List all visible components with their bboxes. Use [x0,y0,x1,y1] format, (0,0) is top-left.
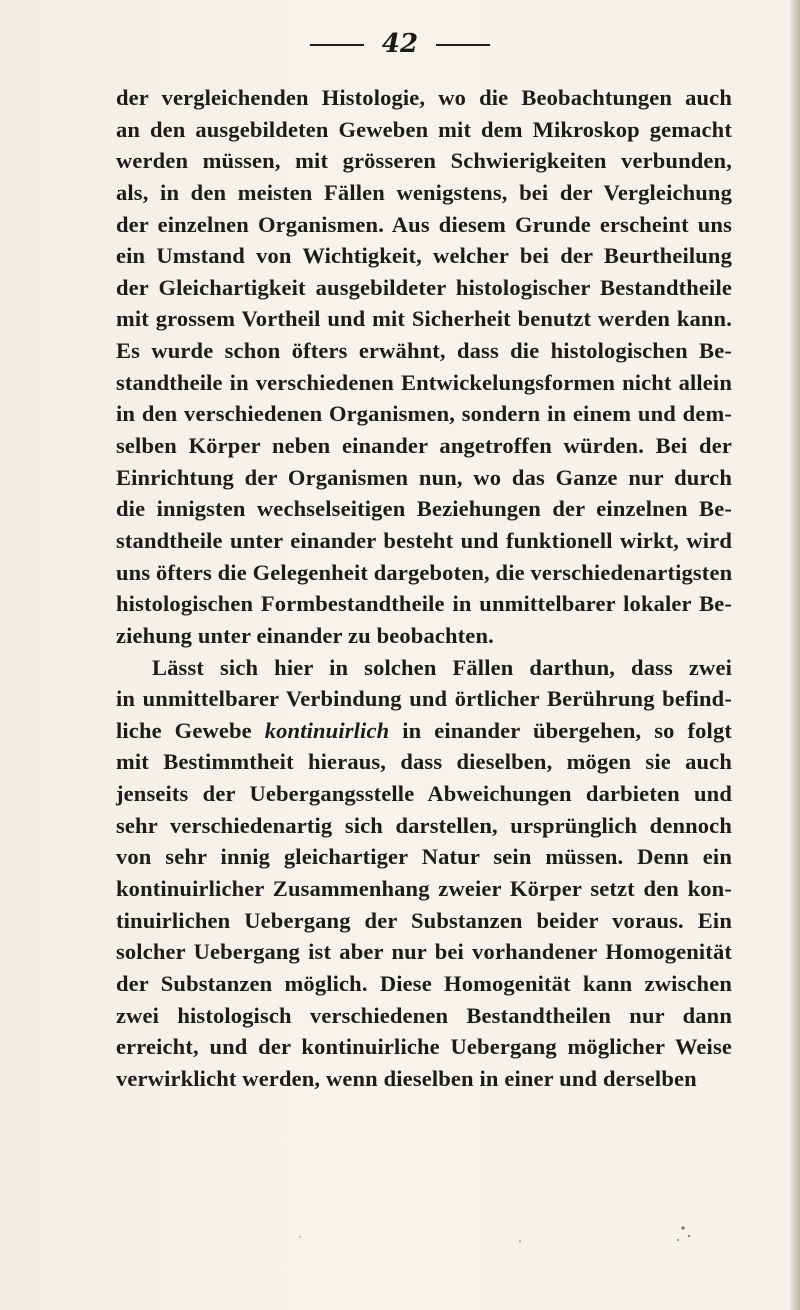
paragraph-1 [116,82,732,652]
text-line: Es wurde schon öfters erwähnt, dass die histologischen Be- [116,338,732,364]
text-line: Lässt sich hier in solchen Fällen darthun, dass zwei [152,654,732,680]
text-line: erreicht, und der kontinuirliche Uebergang möglicher Weise [116,1034,732,1060]
text-line: der Substanzen möglich. Diese Homogenität kann zwischen [116,970,732,996]
paper-speck [519,1240,521,1242]
paper-speck [681,1226,684,1229]
paper-speck [677,1239,679,1241]
text-line: die innigsten wechselseitigen Beziehungen der einzelnen Be- [116,496,732,522]
text-line: von sehr innig gleichartiger Natur sein müssen. Denn ein [116,844,732,870]
text-line: zwei histologisch verschiedenen Bestandtheilen nur dann [116,1002,732,1028]
text-line: jenseits der Uebergangsstelle Abweichungen darbieten und [116,781,732,807]
text-line: Einrichtung der Organismen nun, wo das Ganze nur durch [116,464,732,490]
paragraph-2 [116,652,732,1095]
text-line: standtheile unter einander besteht und funktionell wirkt, wird [116,527,732,553]
header-rule-left [310,44,364,46]
text-line: der einzelnen Organismen. Aus diesem Grunde erscheint uns [116,211,732,237]
body-text [116,82,732,1095]
text-line: in unmittelbarer Verbindung und örtlicher Berührung befind- [116,686,732,712]
text-line: mit Bestimmtheit hieraus, dass dieselben, mögen sie auch [116,749,732,775]
text-line: der Gleichartigkeit ausgebildeter histologischer Bestandtheile [116,274,732,300]
text-line: verwirklicht werden, wenn dieselben in einer und derselben [116,1065,697,1091]
text-line: werden müssen, mit grösseren Schwierigkeiten verbunden, [116,148,732,174]
text-line: als, in den meisten Fällen wenigstens, bei der Vergleichung [116,179,732,205]
emphasized-word: kontinuirlich [264,717,390,743]
text-line: histologischen Formbestandtheile in unmittelbarer lokaler Be- [116,591,732,617]
text-line: solcher Uebergang ist aber nur bei vorhandener Homogenität [116,939,732,965]
text-line: ziehung unter einander zu beobachten. [116,622,494,648]
page-number: 42 [381,29,419,59]
text-line: standtheile in verschiedenen Entwickelungsformen nicht allein [116,369,732,395]
text-line: uns öfters die Gelegenheit dargeboten, die verschiedenartigsten [116,559,733,585]
text-run: in einander übergehen, so folgt [389,717,732,743]
text-line: kontinuirlicher Zusammenhang zweier Körper setzt den kon- [116,876,732,902]
page-header [0,24,800,64]
text-line: selben Körper neben einander angetroffen würden. Bei der [116,433,732,459]
text-line: tinuirlichen Uebergang der Substanzen beider voraus. Ein [116,907,732,933]
text-line: an den ausgebildeten Geweben mit dem Mikroskop gemacht [116,116,732,142]
text-line: der vergleichenden Histologie, wo die Beobachtungen auch [116,85,732,110]
page-edge-shadow [790,0,800,1310]
header-rule-right [436,44,490,46]
text-line-with-emphasis [116,715,732,747]
text-line: sehr verschiedenartig sich darstellen, ursprünglich dennoch [116,812,732,838]
paper-speck [299,1236,301,1238]
paper-speck [688,1235,690,1237]
text-line: mit grossem Vortheil und mit Sicherheit benutzt werden kann. [116,306,732,332]
text-line: in den verschiedenen Organismen, sondern in einem und dem- [116,401,732,427]
text-line: ein Umstand von Wichtigkeit, welcher bei der Beurtheilung [116,243,732,269]
text-run: liche Gewebe [116,717,265,743]
